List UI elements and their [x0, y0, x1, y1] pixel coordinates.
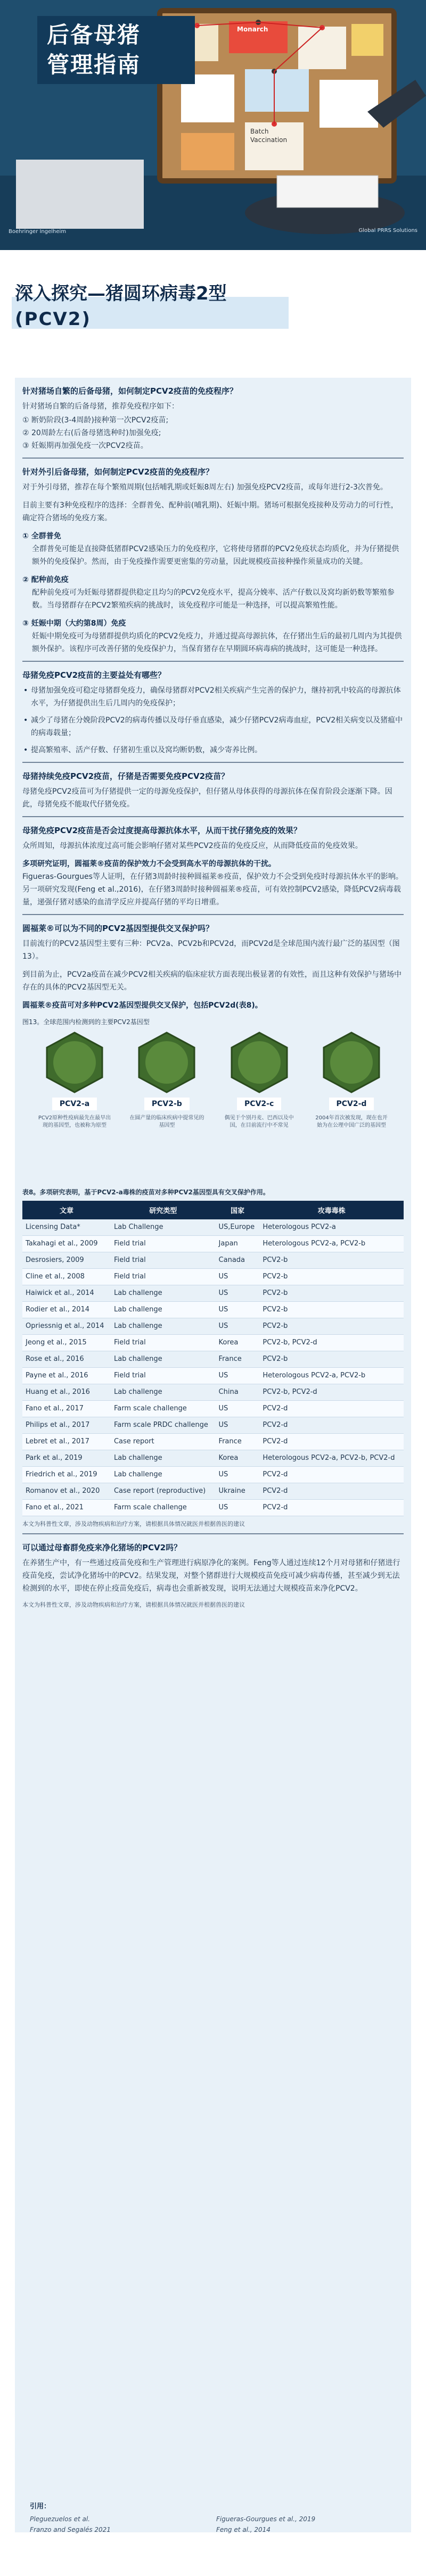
table-cell: Cline et al., 2008 — [22, 1269, 111, 1285]
table-row — [22, 1500, 404, 1516]
q2-opt2-text: 配种前免疫可为妊娠母猪群提供稳定且均匀的PCV2免疫水平，提高分娩率、活产仔数以及窝均新奶数等繁殖参数。当母猪群存在PCV2繁殖疾病的挑战时，该免疫程序可能是一种选择，可以提高繁殖性能。 — [32, 588, 395, 610]
table-cell: Lab challenge — [111, 1318, 216, 1335]
divider — [22, 1533, 404, 1534]
table-cell: PCV2-b — [259, 1351, 404, 1368]
hero-title-line2: 管理指南 — [47, 52, 141, 78]
q2-opt2-title: ② 配种前免疫 — [22, 576, 69, 584]
table-header: 国家 — [216, 1201, 260, 1219]
table-cell: Case report (reproductive) — [111, 1483, 216, 1500]
table-cell: Fano et al., 2021 — [22, 1500, 111, 1516]
virus-icon — [43, 1031, 106, 1094]
table-cell: Canada — [216, 1252, 260, 1269]
q7-text: 在养猪生产中，有一些通过疫苗免疫和生产管理进行病原净化的案例。Feng等人通过连续12个月对母猪和仔猪进行疫苗免疫，尝试净化猪场中的PCV2。结果发现，对整个猪群进行大规模疫苗免疫可减少病毒传播，甚至减少到无法检测到的水平，即使在停止疫苗免疫后，病毒也会重新被发现，说明无法通过大规模疫苗来净化PCV2。 — [22, 1559, 400, 1593]
table-cell: US — [216, 1302, 260, 1318]
table-cell: Field trial — [111, 1252, 216, 1269]
table-cell: Field trial — [111, 1269, 216, 1285]
section-subtitle: (PCV2) — [15, 309, 91, 330]
table-cell: Lab challenge — [111, 1450, 216, 1467]
hero-illustration — [0, 0, 426, 250]
table-cell: PCV2-d — [259, 1401, 404, 1417]
table-row — [22, 1434, 404, 1450]
logo-boehringer: Boehringer Ingelheim — [9, 229, 67, 235]
q5-bold: 多项研究证明，圆福莱®疫苗的保护效力不会受到高水平的母源抗体的干扰。 — [22, 860, 276, 868]
reference-item: Feng et al., 2014 — [216, 2526, 271, 2533]
section-pcv2 — [0, 250, 426, 2576]
q5-text: 众所周知，母源抗体浓度过高可能会影响仔猪对某些PCV2疫苗的免疫反应，从而降低疫苗的免疫效果。 — [22, 842, 363, 850]
table-cell: Farm scale challenge — [111, 1401, 216, 1417]
table-cell: PCV2-b — [259, 1302, 404, 1318]
virus-desc: 偶见于个别丹麦、巴西以及中国，在目前流行中不常见 — [224, 1115, 294, 1128]
logo-prrs: Global PRRS Solutions — [358, 228, 417, 234]
q6-bold: 圆福莱®疫苗可对多种PCV2基因型提供交叉保护，包括PCV2d(表8)。 — [22, 1001, 263, 1010]
table-cell: Heterologous PCV2-a — [259, 1219, 404, 1236]
table-cell: Ukraine — [216, 1483, 260, 1500]
table-row — [22, 1368, 404, 1384]
q2-opt1-text: 全群普免可能是直接降低猪群PCV2感染压力的免疫程序，它将使母猪群的PCV2免疫状态均质化，并为仔猪提供额外的免疫保护。然而，由于免疫操作需要更密集的劳动量，因此规模疫苗接种操作须量成功的关键。 — [32, 545, 399, 566]
table-cell: Lab challenge — [111, 1467, 216, 1483]
table-cell: PCV2-d — [259, 1434, 404, 1450]
table-cell: Korea — [216, 1335, 260, 1351]
table-cell: Lab challenge — [111, 1384, 216, 1401]
table-cell: US,Europe — [216, 1219, 260, 1236]
table-cell: Jeong et al., 2015 — [22, 1335, 111, 1351]
table-cell: US — [216, 1318, 260, 1335]
q7-note: 本文为科普性文章，涉及动物疾病和治疗方案，请根据具体情况就医并根据兽医的建议 — [22, 1601, 245, 1608]
divider — [22, 661, 404, 662]
table-cell: Philips et al., 2017 — [22, 1417, 111, 1434]
q1-item: ① 断奶阶段(3-4周龄)接种第一次PCV2疫苗; — [22, 416, 169, 425]
table-row — [22, 1351, 404, 1368]
table-cell: US — [216, 1285, 260, 1302]
virus-card — [129, 1031, 204, 1129]
table-cell: Farm scale PRDC challenge — [111, 1417, 216, 1434]
table-row — [22, 1302, 404, 1318]
figure-caption: 图13。全球范围内检测到的主要PCV2基因型 — [22, 1018, 150, 1026]
table-cell: Park et al., 2019 — [22, 1450, 111, 1467]
references — [30, 2500, 403, 2535]
table-header: 文章 — [22, 1201, 111, 1219]
study-table — [22, 1201, 404, 1516]
table-note: 本文为科普性文章，涉及动物疾病和治疗方案，请根据具体情况就医并根据兽医的建议 — [22, 1520, 245, 1527]
q2-p2: 目前主要有3种免疫程序的选择：全群普免、配种前(哺乳期)、妊娠中期。猪场可根据免疫接种及劳动力的可行性，确定符合猪场的免疫方案。 — [22, 501, 398, 522]
table-row — [22, 1401, 404, 1417]
q4-heading: 母猪持续免疫PCV2疫苗，仔猪是否需要免疫PCV2疫苗？ — [22, 771, 230, 781]
q6-heading: 圆福莱®可以为不同的PCV2基因型提供交叉保护吗？ — [22, 924, 214, 933]
table-caption: 表8。多项研究表明，基于PCV2-a毒株的疫苗对多种PCV2基因型具有交叉保护作用。 — [22, 1189, 269, 1196]
table-row — [22, 1318, 404, 1335]
virus-card — [222, 1031, 297, 1129]
q3-item: • 减少了母猪在分娩阶段PCV2的病毒传播以及母仔垂直感染，减少仔猪PCV2病毒血症，PCV2相关病变以及猪瘟中的病毒载量； — [22, 714, 404, 739]
table-cell: US — [216, 1500, 260, 1516]
table-cell: US — [216, 1467, 260, 1483]
virus-icon — [227, 1031, 291, 1094]
content-inner — [22, 385, 404, 1609]
table-header: 研究类型 — [111, 1201, 216, 1219]
table-row — [22, 1219, 404, 1236]
virus-card — [37, 1031, 112, 1129]
virus-icon — [320, 1031, 383, 1094]
virus-label: PCV2-a — [52, 1098, 97, 1110]
virus-card — [314, 1031, 389, 1129]
table-cell: US — [216, 1401, 260, 1417]
divider — [22, 914, 404, 915]
virus-row — [22, 1031, 404, 1129]
references-cols — [30, 2514, 403, 2535]
reference-item: Pleguezuelos et al. — [30, 2515, 90, 2523]
table-row — [22, 1450, 404, 1467]
table-row — [22, 1417, 404, 1434]
table-cell: PCV2-b, PCV2-d — [259, 1335, 404, 1351]
table-cell: US — [216, 1269, 260, 1285]
q4-text: 母猪免疫PCV2疫苗可为仔猪提供一定的母源免疫保护，但仔猪从母体获得的母源抗体在保育阶段会逐渐下降。因此，母猪免疫不能取代仔猪免疫。 — [22, 787, 392, 809]
virus-label: PCV2-d — [329, 1098, 374, 1110]
table-cell: US — [216, 1417, 260, 1434]
references-right — [216, 2514, 403, 2535]
table-cell: Korea — [216, 1450, 260, 1467]
table-cell: PCV2-d — [259, 1417, 404, 1434]
q2-opt3-title: ③ 妊娠中期（大约第8周）免疫 — [22, 619, 126, 628]
virus-desc: 在圆产量的临床疾病中提常见的基因型 — [129, 1115, 204, 1128]
table-row — [22, 1384, 404, 1401]
divider — [22, 816, 404, 817]
q1-item: ③ 妊娠期再加强免疫一次PCV2疫苗。 — [22, 442, 148, 450]
references-title: 引用： — [30, 2503, 51, 2511]
table-cell: Heterologous PCV2-a, PCV2-b — [259, 1236, 404, 1252]
table-cell: Heterologous PCV2-a, PCV2-b — [259, 1368, 404, 1384]
virus-desc: 2004年首次被发现，现在也开始为在公理中国广泛的基因型 — [315, 1115, 388, 1128]
table-cell: China — [216, 1384, 260, 1401]
reference-item: Figueras-Gourgues et al., 2019 — [216, 2515, 316, 2523]
table-cell: Lebret et al., 2017 — [22, 1434, 111, 1450]
table-cell: Japan — [216, 1236, 260, 1252]
table-cell: Heterologous PCV2-a, PCV2-b, PCV2-d — [259, 1450, 404, 1467]
table-cell: Field trial — [111, 1236, 216, 1252]
q3-item: • 提高繁殖率、活产仔数、仔猪初生重以及窝均断奶数，减少寄养比例。 — [22, 744, 404, 757]
q6-text2: 到目前为止，PCV2a疫苗在减少PCV2相关疾病的临床症状方面表现出极显著的有效性，而且这种有效保护与猪场中存在的具体的PCV2基因型无关。 — [22, 970, 402, 992]
hero-title-line1: 后备母猪 — [47, 22, 141, 48]
table-cell: PCV2-b — [259, 1269, 404, 1285]
table-cell: PCV2-d — [259, 1467, 404, 1483]
hero-title — [37, 16, 195, 84]
reference-item: Franzo and Segalés 2021 — [30, 2526, 111, 2533]
q5-text2: Figueras-Gourgues等人证明，在仔猪3周龄时接种圆福莱®疫苗，保护效力不会受到免疫时母源抗体水平的影响。另一项研究发现(Feng et al.,2016)，在仔猪3周龄时接种圆福莱®疫苗，可有效控制PCV2感染，降低PCV2病毒载量，递强仔猪对感染的血清学反应并提高仔猪的平均日增重。 — [22, 872, 403, 907]
table-cell: Field trial — [111, 1368, 216, 1384]
table-cell: Romanov et al., 2020 — [22, 1483, 111, 1500]
table-cell: Opriessnig et al., 2014 — [22, 1318, 111, 1335]
table-row — [22, 1236, 404, 1252]
table-row — [22, 1483, 404, 1500]
q3-heading: 母猪免疫PCV2疫苗的主要益处有哪些？ — [22, 670, 166, 680]
section-title: 深入探究—猪圆环病毒2型 — [15, 283, 227, 304]
table-row — [22, 1285, 404, 1302]
table-cell: Lab challenge — [111, 1351, 216, 1368]
table-cell: Lab Challenge — [111, 1219, 216, 1236]
table-cell: Case report — [111, 1434, 216, 1450]
virus-desc: PCV2原种性疫病最先在最早出现的基因型，也被称为原型 — [38, 1115, 111, 1128]
table-cell: France — [216, 1351, 260, 1368]
q2-heading: 针对外引后备母猪，如何制定PCV2疫苗的免疫程序？ — [22, 467, 214, 477]
q7-heading: 可以通过母畜群免疫来净化猪场的PCV2吗？ — [22, 1543, 182, 1552]
q3-item: • 母猪加强免疫可稳定母猪群免疫力，确保母猪群对PCV2相关疾病产生完善的保护力，继持初乳中较高的母源抗体水平，为仔猪提供出生后几周内的免疫保护； — [22, 684, 404, 710]
table-row — [22, 1467, 404, 1483]
table-row — [22, 1269, 404, 1285]
q5-heading: 母猪免疫PCV2疫苗是否会过度提高母源抗体水平，从而干扰仔猪免疫的效果？ — [22, 826, 302, 835]
note-monarch: Monarch — [237, 26, 268, 33]
divider — [22, 762, 404, 763]
content-panel — [15, 378, 411, 2532]
table-cell: PCV2-b, PCV2-d — [259, 1384, 404, 1401]
table-cell: Payne et al., 2016 — [22, 1368, 111, 1384]
table-header-row — [22, 1201, 404, 1219]
section-banner — [15, 282, 227, 340]
table-cell: PCV2-d — [259, 1483, 404, 1500]
table-cell: Lab challenge — [111, 1285, 216, 1302]
table-cell: Rodier et al., 2014 — [22, 1302, 111, 1318]
table-body — [22, 1219, 404, 1516]
table-cell: Rose et al., 2016 — [22, 1351, 111, 1368]
table-row — [22, 1335, 404, 1351]
table-cell: PCV2-b — [259, 1318, 404, 1335]
table-cell: US — [216, 1368, 260, 1384]
table-cell: Haiwick et al., 2014 — [22, 1285, 111, 1302]
q1-heading: 针对猪场自繁的后备母猪，如何制定PCV2疫苗的免疫程序？ — [22, 386, 238, 396]
divider — [22, 458, 404, 459]
table-cell: Lab challenge — [111, 1302, 216, 1318]
table-cell: PCV2-b — [259, 1252, 404, 1269]
table-cell: Field trial — [111, 1335, 216, 1351]
q2-opt1-title: ① 全群普免 — [22, 532, 61, 541]
table-cell: Farm scale challenge — [111, 1500, 216, 1516]
table-cell: Huang et al., 2016 — [22, 1384, 111, 1401]
table-row — [22, 1252, 404, 1269]
table-header: 攻毒毒株 — [259, 1201, 404, 1219]
table-cell: France — [216, 1434, 260, 1450]
virus-icon — [135, 1031, 199, 1094]
figure-13 — [22, 1017, 404, 1182]
note-batch: Batch — [250, 128, 269, 135]
table-cell: Friedrich et al., 2019 — [22, 1467, 111, 1483]
q1-item: ② 20周龄左右(后备母猪选种时)加强免疫; — [22, 429, 161, 437]
table-cell: Fano et al., 2017 — [22, 1401, 111, 1417]
table-cell: PCV2-b — [259, 1285, 404, 1302]
table-cell: Takahagi et al., 2009 — [22, 1236, 111, 1252]
references-left — [30, 2514, 216, 2535]
q1-intro: 针对猪场自繁的后备母猪，推荐免疫程序如下： — [22, 402, 179, 411]
q2-opt3-text: 妊娠中期免疫可为母猪群提供均质化的PCV2免疫力，并通过提高母源抗体，在仔猪出生后的最初几周内为其提供额外保护。该程序可改善仔猪的免疫保护力，当保育猪存在早期圆环病毒病的挑战时，这可能是一种选择。 — [32, 632, 402, 653]
virus-label: PCV2-b — [144, 1098, 190, 1110]
table-cell: Licensing Data* — [22, 1219, 111, 1236]
virus-label: PCV2-c — [237, 1098, 281, 1110]
table-cell: Desrosiers, 2009 — [22, 1252, 111, 1269]
note-vaccination: Vaccination — [250, 136, 288, 144]
q6-text1: 目前流行的PCV2基因型主要有三种：PCV2a、PCV2b和PCV2d，而PCV2d是全球范围内流行最广泛的基因型（图13）。 — [22, 940, 400, 961]
q2-p1: 对于外引母猪，推荐在每个繁殖周期(包括哺乳期或妊娠8周左右) 加强免疫PCV2疫苗，或每年进行2-3次普免。 — [22, 483, 388, 492]
table-cell: PCV2-d — [259, 1500, 404, 1516]
